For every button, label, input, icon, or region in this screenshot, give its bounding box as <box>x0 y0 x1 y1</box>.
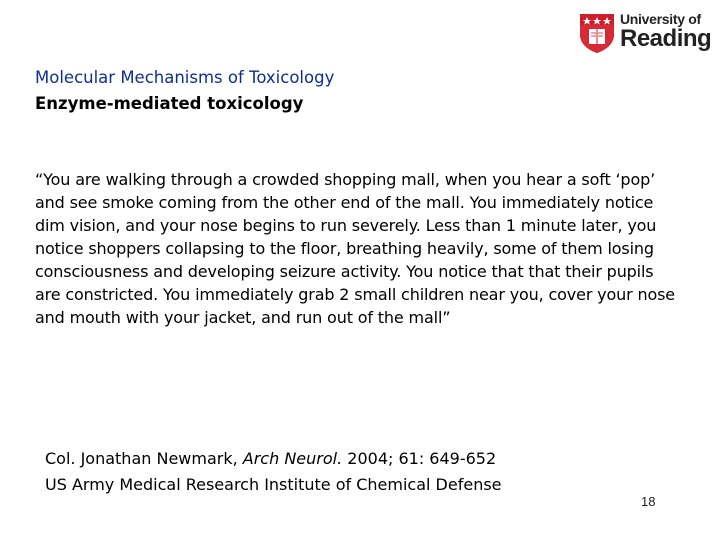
quote-paragraph: “You are walking through a crowded shopping mall, when you hear a soft ‘pop’ and see smoke coming from the other end of the mall. You immediately notice dim vision, and your nose begins to run severely. Less than 1 minute later, you notice shoppers collapsing to the floor, breathing heavily, some of them losing consciousness and developing seizure activity. You notice that that their pupils are constricted. You immediately grab 2 small children near you, cover your nose and mouth with your jacket, and run out of the mall” <box>35 170 676 327</box>
slide-subtitle: Enzyme-mediated toxicology <box>35 94 304 113</box>
logo-text-line2: Reading <box>620 25 712 52</box>
university-logo <box>578 10 712 56</box>
slide-heading <box>35 65 334 117</box>
shield-icon <box>578 12 616 54</box>
page-number: 18 <box>641 494 656 509</box>
citation-reference <box>45 446 502 472</box>
logo-text-line1: University of <box>620 11 701 27</box>
citation-details: 2004; 61: 649-652 <box>342 449 497 468</box>
slide-title: Molecular Mechanisms of Toxicology <box>35 68 335 87</box>
citation-author: Col. Jonathan Newmark, <box>45 449 243 468</box>
citation-journal: Arch Neurol. <box>242 449 343 468</box>
citation-institution: US Army Medical Research Institute of Chemical Defense <box>45 475 502 494</box>
citation <box>45 446 502 498</box>
